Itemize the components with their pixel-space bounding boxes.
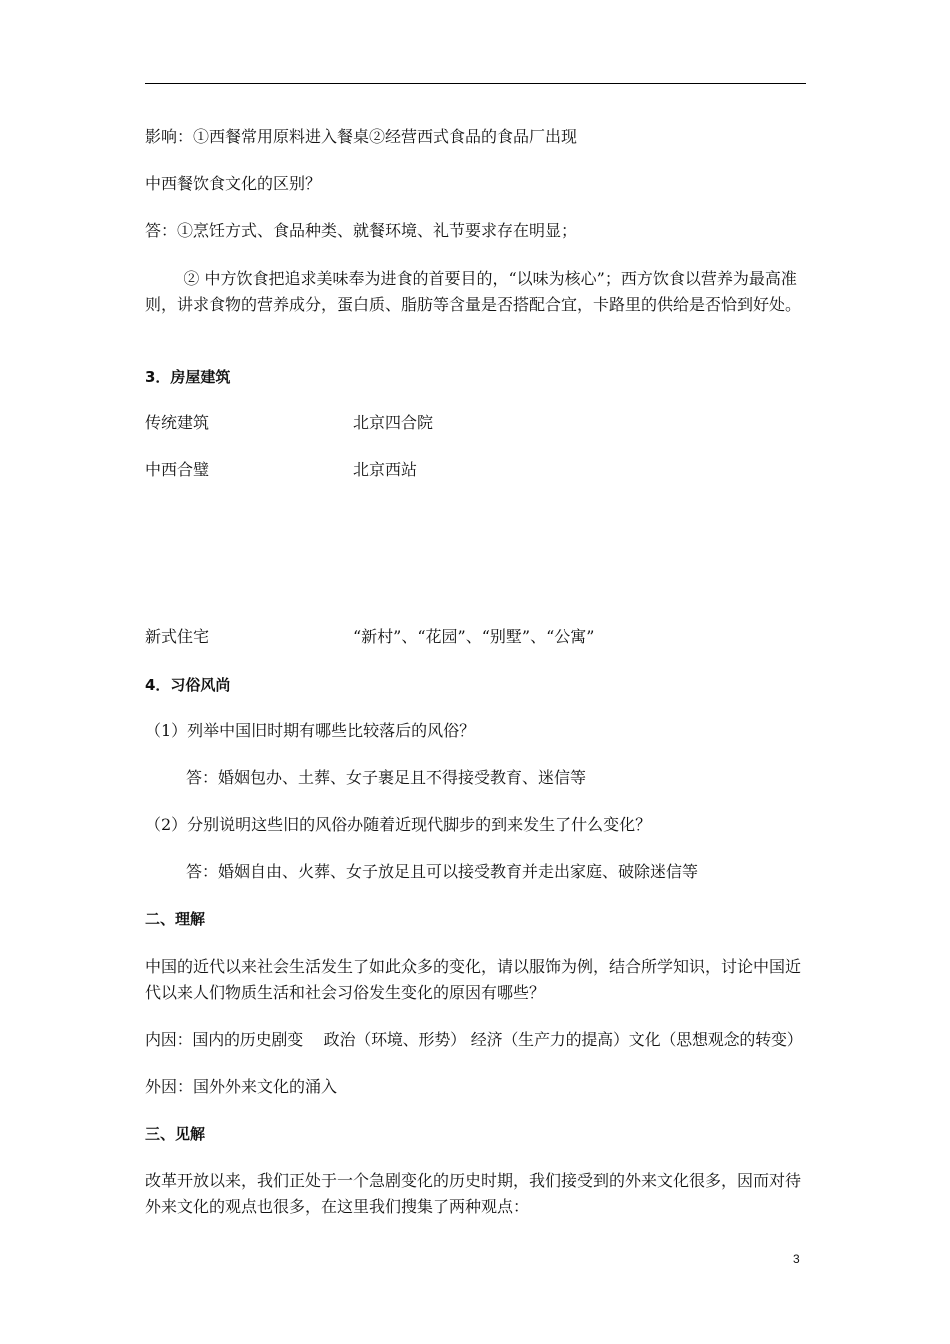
external-causes: 外因：国外外来文化的涌入 [145, 1077, 338, 1096]
architecture-value-mixed: 北京西站 [353, 460, 418, 479]
question-diff: 中西餐饮食文化的区别？ [145, 174, 322, 193]
influence-line: 影响：①西餐常用原料进入餐桌②经营西式食品的食品厂出现 [145, 127, 578, 146]
section-4-heading: 4．习俗风尚 [145, 676, 231, 694]
architecture-value-modern: “新村”、“花园”、“别墅”、“公寓” [353, 627, 595, 646]
part-3-heading: 三、见解 [145, 1125, 206, 1143]
page-number: 3 [793, 1252, 800, 1266]
answer-line-1: 答：①烹饪方式、食品种类、就餐环境、礼节要求存在明显； [145, 221, 578, 240]
architecture-label-traditional: 传统建筑 [145, 413, 210, 432]
answer-paragraph-2: ② 中方饮食把追求美味奉为进食的首要目的，“以味为核心”；西方饮食以营养为最高准则，讲求食物的营养成分，蛋白质、脂肪等含量是否搭配合宜，卡路里的供给是否恰到好处。 [145, 269, 802, 314]
architecture-value-traditional: 北京四合院 [353, 413, 434, 432]
architecture-label-mixed: 中西合璧 [145, 460, 210, 479]
part-3-text: 改革开放以来，我们正处于一个急剧变化的历史时期，我们接受到的外来文化很多，因而对待外来文化的观点也很多，在这里我们搜集了两种观点： [145, 1171, 802, 1216]
architecture-label-modern: 新式住宅 [145, 627, 210, 646]
internal-causes: 内因：国内的历史剧变 政治（环境、形势） 经济（生产力的提高）文化（思想观念的转变） [145, 1030, 803, 1049]
question-1: （1）列举中国旧时期有哪些比较落后的风俗？ [145, 721, 476, 740]
question-2: （2）分别说明这些旧的风俗办随着近现代脚步的到来发生了什么变化？ [145, 815, 652, 834]
part-2-text: 中国的近代以来社会生活发生了如此众多的变化，请以服饰为例，结合所学知识，讨论中国近代以来人们物质生活和社会习俗发生变化的原因有哪些？ [145, 957, 802, 1002]
header-rule [145, 83, 806, 84]
answer-q2: 答：婚姻自由、火葬、女子放足且可以接受教育并走出家庭、破除迷信等 [186, 862, 699, 881]
answer-q1: 答：婚姻包办、土葬、女子裹足且不得接受教育、迷信等 [186, 768, 587, 787]
part-2-heading: 二、理解 [145, 910, 206, 928]
section-3-heading: 3．房屋建筑 [145, 368, 231, 386]
